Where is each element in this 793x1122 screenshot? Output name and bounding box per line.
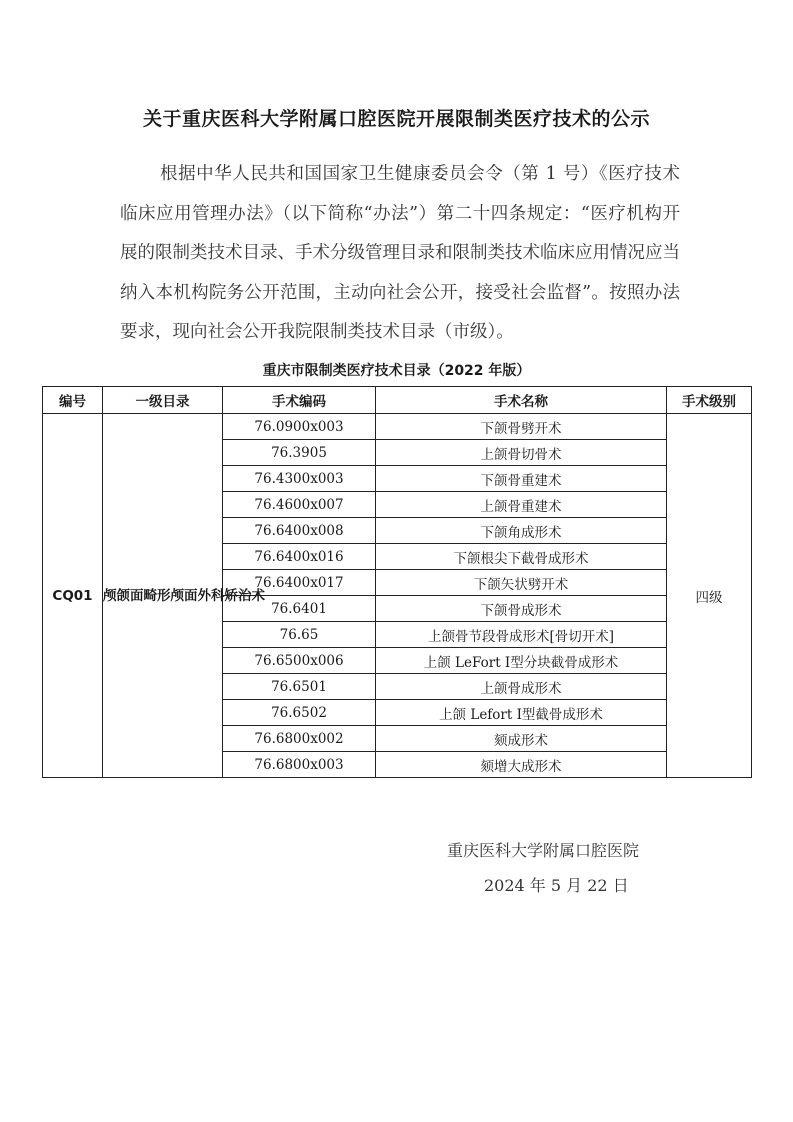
surgery-code-cell: 76.0900x003 xyxy=(223,414,376,440)
technology-catalog-table xyxy=(42,386,752,778)
surgery-code-cell: 76.6501 xyxy=(223,674,376,700)
surgery-code-cell: 76.6400x016 xyxy=(223,544,376,570)
surgery-name-cell: 下颌根尖下截骨成形术 xyxy=(376,544,667,570)
surgery-name-cell: 下颌矢状劈开术 xyxy=(376,570,667,596)
header-code: 编号 xyxy=(43,387,103,414)
surgery-name-cell: 上颌 Lefort Ⅰ型截骨成形术 xyxy=(376,700,667,726)
table-row xyxy=(43,414,752,440)
group-category-cell: 颅颌面畸形颅面外科矫治术 xyxy=(103,414,223,778)
surgery-code-cell: 76.6401 xyxy=(223,596,376,622)
document-title: 关于重庆医科大学附属口腔医院开展限制类医疗技术的公示 xyxy=(142,108,650,130)
surgery-code-cell: 76.6400x008 xyxy=(223,518,376,544)
table-body xyxy=(43,414,752,778)
surgery-name-cell: 下颌骨劈开术 xyxy=(376,414,667,440)
surgery-code-cell: 76.6800x003 xyxy=(223,752,376,778)
surgery-name-cell: 上颌骨重建术 xyxy=(376,492,667,518)
surgery-name-cell: 上颌骨成形术 xyxy=(376,674,667,700)
surgery-name-cell: 颏增大成形术 xyxy=(376,752,667,778)
surgery-code-cell: 76.6400x017 xyxy=(223,570,376,596)
surgery-name-cell: 上颌 LeFort Ⅰ型分块截骨成形术 xyxy=(376,648,667,674)
surgery-name-cell: 上颌骨节段骨成形术[骨切开术] xyxy=(376,622,667,648)
body-paragraph: 根据中华人民共和国国家卫生健康委员会令（第 1 号）《医疗技术临床应用管理办法》（以下简称“办法”）第二十四条规定：“医疗机构开展的限制类技术目录、手术分级管理目录和限制类技术临床应用情况应当纳入本机构院务公开范围，主动向社会公开，接受社会监督”。按照办法要求，现向社会公开我院限制类技术目录（市级）。 xyxy=(120,164,680,342)
surgery-code-cell: 76.4300x003 xyxy=(223,466,376,492)
surgery-name-cell: 上颌骨切骨术 xyxy=(376,440,667,466)
group-code-cell: CQ01 xyxy=(43,414,103,778)
table-title: 重庆市限制类医疗技术目录（2022 年版） xyxy=(262,363,531,379)
header-surgery-name: 手术名称 xyxy=(376,387,667,414)
surgery-name-cell: 下颌角成形术 xyxy=(376,518,667,544)
header-surgery-level: 手术级别 xyxy=(667,387,752,414)
group-level-cell: 四级 xyxy=(667,414,752,778)
surgery-code-cell: 76.65 xyxy=(223,622,376,648)
signature-org-text: 重庆医科大学附属口腔医院 xyxy=(447,841,640,860)
surgery-name-cell: 下颌骨重建术 xyxy=(376,466,667,492)
surgery-code-cell: 76.6500x006 xyxy=(223,648,376,674)
surgery-code-cell: 76.3905 xyxy=(223,440,376,466)
header-category: 一级目录 xyxy=(103,387,223,414)
surgery-code-cell: 76.6800x002 xyxy=(223,726,376,752)
surgery-name-cell: 颏成形术 xyxy=(376,726,667,752)
signature-date-text: 2024 年 5 月 22 日 xyxy=(484,876,629,895)
surgery-name-cell: 下颌骨成形术 xyxy=(376,596,667,622)
header-surgery-code: 手术编码 xyxy=(223,387,376,414)
surgery-code-cell: 76.4600x007 xyxy=(223,492,376,518)
table-header-row xyxy=(43,387,752,414)
surgery-code-cell: 76.6502 xyxy=(223,700,376,726)
